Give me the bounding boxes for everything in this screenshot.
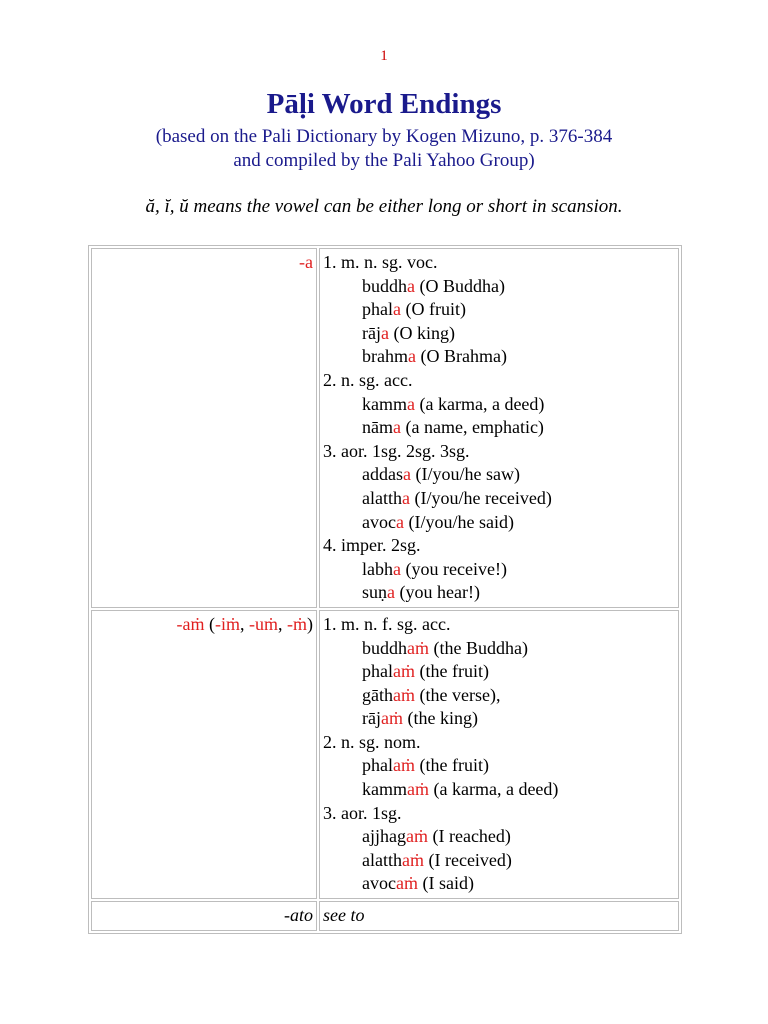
gloss: (I reached) bbox=[427, 826, 511, 847]
word-ending: a bbox=[380, 322, 389, 343]
page-number: 1 bbox=[380, 48, 388, 64]
gloss: (a karma, a deed) bbox=[429, 779, 559, 800]
grammar-heading: 2. n. sg. acc. bbox=[323, 369, 413, 390]
word-stem: phal bbox=[362, 661, 393, 682]
word-stem: alatth bbox=[362, 849, 402, 870]
word-stem: suṇ bbox=[362, 582, 388, 603]
word-stem: buddh bbox=[362, 637, 407, 658]
gloss: (I said) bbox=[417, 873, 474, 894]
word-stem: kamm bbox=[362, 779, 407, 800]
word-ending: aṁ bbox=[407, 779, 429, 800]
ending-punct: , bbox=[240, 613, 249, 634]
example-line bbox=[323, 298, 675, 322]
word-stem: addas bbox=[362, 464, 403, 485]
table-row-am bbox=[91, 610, 679, 899]
gloss: (a name, emphatic) bbox=[401, 417, 544, 438]
grammar-heading: 3. aor. 1sg. bbox=[323, 802, 402, 823]
gloss: (I/you/he received) bbox=[409, 487, 552, 508]
gloss: (the fruit) bbox=[415, 755, 489, 776]
scansion-note: ă, ĭ, ŭ means the vowel can be either long or short in scansion. bbox=[145, 196, 623, 217]
example-line bbox=[323, 637, 675, 661]
grammar-heading: 3. aor. 1sg. 2sg. 3sg. bbox=[323, 440, 470, 461]
description-cell bbox=[319, 610, 679, 899]
word-stem: brahm bbox=[362, 346, 408, 367]
word-ending: aṁ bbox=[395, 873, 418, 894]
gloss: (the Buddha) bbox=[429, 637, 528, 658]
example-line bbox=[323, 684, 675, 708]
description-cell: see to bbox=[319, 901, 679, 931]
table-row-ato bbox=[91, 901, 679, 931]
ending-punct: , bbox=[278, 613, 287, 634]
word-ending: a bbox=[407, 275, 415, 296]
gloss: (O Buddha) bbox=[415, 275, 505, 296]
word-stem: avoc bbox=[362, 511, 396, 532]
word-ending: a bbox=[407, 346, 416, 367]
word-ending: a bbox=[401, 487, 410, 508]
example-line bbox=[323, 707, 675, 731]
ending-cell: -a bbox=[91, 248, 317, 608]
word-ending: a bbox=[387, 582, 396, 603]
gloss: (I/you/he saw) bbox=[410, 464, 520, 485]
subtitle-line-1: (based on the Pali Dictionary by Kogen Mizuno, p. 376-384 bbox=[155, 126, 613, 147]
gloss: (the king) bbox=[402, 708, 478, 729]
word-ending: a bbox=[393, 417, 401, 438]
word-ending: aṁ bbox=[380, 708, 403, 729]
page-title: Pāḷi Word Endings bbox=[266, 88, 502, 120]
example-line bbox=[323, 275, 675, 299]
word-stem: rāj bbox=[362, 322, 381, 343]
grammar-heading: 4. imper. 2sg. bbox=[323, 535, 421, 556]
gloss: (I received) bbox=[423, 849, 512, 870]
grammar-heading: 1. m. n. f. sg. acc. bbox=[323, 613, 451, 634]
word-stem: phal bbox=[362, 755, 393, 776]
word-stem: nām bbox=[362, 417, 393, 438]
gloss: (you receive!) bbox=[401, 558, 507, 579]
gloss: (I/you/he said) bbox=[403, 511, 514, 532]
word-stem: labh bbox=[362, 558, 393, 579]
word-stem: avoc bbox=[362, 873, 396, 894]
table-row-a bbox=[91, 248, 679, 608]
example-line bbox=[323, 393, 675, 417]
ending-variant: -aṁ bbox=[176, 613, 205, 634]
example-line bbox=[323, 849, 675, 873]
example-line bbox=[323, 322, 675, 346]
grammar-heading: 1. m. n. sg. voc. bbox=[323, 252, 438, 272]
example-line bbox=[323, 487, 675, 511]
grammar-heading: 2. n. sg. nom. bbox=[323, 731, 421, 752]
word-ending: a bbox=[395, 511, 404, 532]
ending-cell: -ato bbox=[91, 901, 317, 931]
example-line bbox=[323, 463, 675, 487]
gloss: (the fruit) bbox=[415, 661, 489, 682]
word-ending: aṁ bbox=[401, 849, 424, 870]
description-cell bbox=[319, 248, 679, 608]
word-stem: rāj bbox=[362, 708, 381, 729]
gloss: (the verse), bbox=[415, 684, 501, 705]
ending-variant: -iṁ bbox=[215, 613, 240, 634]
word-stem: buddh bbox=[362, 275, 407, 296]
word-ending: a bbox=[407, 393, 415, 414]
word-stem: ajjhag bbox=[362, 826, 406, 847]
example-line bbox=[323, 581, 675, 605]
gloss: (O Brahma) bbox=[415, 346, 507, 367]
example-line bbox=[323, 754, 675, 778]
word-ending: a bbox=[393, 558, 401, 579]
word-ending: a bbox=[402, 464, 411, 485]
word-ending: a bbox=[393, 299, 401, 320]
example-line bbox=[323, 511, 675, 535]
word-stem: alatth bbox=[362, 487, 402, 508]
gloss: (O fruit) bbox=[401, 299, 466, 320]
word-ending: aṁ bbox=[405, 826, 428, 847]
example-line bbox=[323, 872, 675, 896]
example-line bbox=[323, 778, 675, 802]
gloss: (O king) bbox=[388, 322, 455, 343]
example-line bbox=[323, 558, 675, 582]
word-ending: aṁ bbox=[393, 755, 415, 776]
word-ending: aṁ bbox=[407, 637, 429, 658]
ending-variant: -uṁ bbox=[249, 613, 278, 634]
word-stem: kamm bbox=[362, 393, 407, 414]
subtitle-line-2: and compiled by the Pali Yahoo Group) bbox=[233, 150, 535, 171]
word-stem: phal bbox=[362, 299, 393, 320]
example-line bbox=[323, 660, 675, 684]
word-ending: aṁ bbox=[393, 684, 415, 705]
gloss: (a karma, a deed) bbox=[415, 393, 545, 414]
word-stem: gāth bbox=[362, 684, 393, 705]
gloss: (you hear!) bbox=[395, 582, 480, 603]
endings-table bbox=[88, 245, 682, 934]
example-line bbox=[323, 416, 675, 440]
ending-punct: ( bbox=[204, 613, 215, 634]
ending-punct: ) bbox=[307, 613, 313, 634]
word-ending: aṁ bbox=[393, 661, 415, 682]
example-line bbox=[323, 825, 675, 849]
ending-variant: -ṁ bbox=[287, 613, 307, 634]
example-line bbox=[323, 345, 675, 369]
ending-cell bbox=[91, 610, 317, 899]
